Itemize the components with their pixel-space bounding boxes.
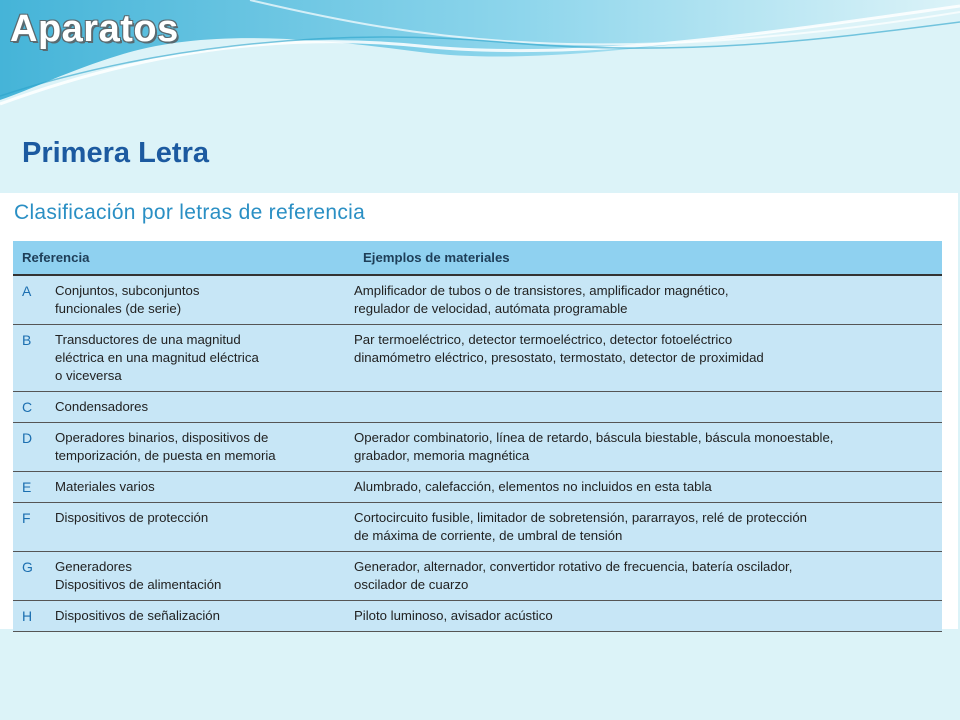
row-examples: Generador, alternador, convertidor rotativo de frecuencia, batería oscilador, oscilador de cuarzo [354, 552, 942, 601]
row-description: Dispositivos de señalización [55, 601, 354, 632]
row-examples: Cortocircuito fusible, limitador de sobretensión, pararrayos, relé de protección de máxima de corriente, de umbral de tensión [354, 503, 942, 552]
header-referencia: Referencia [13, 241, 354, 275]
table-row [13, 472, 942, 503]
table-row [13, 423, 942, 472]
header-ejemplos: Ejemplos de materiales [354, 241, 942, 275]
row-letter: A [13, 275, 55, 325]
row-examples: Amplificador de tubos o de transistores, amplificador magnético, regulador de velocidad, autómata programable [354, 275, 942, 325]
row-examples: Par termoeléctrico, detector termoeléctrico, detector fotoeléctrico dinamómetro eléctrico, presostato, termostato, detector de proximidad [354, 325, 942, 392]
table-row [13, 392, 942, 423]
row-examples: Piloto luminoso, avisador acústico [354, 601, 942, 632]
row-description: Conjuntos, subconjuntos funcionales (de serie) [55, 275, 354, 325]
row-description: Transductores de una magnitud eléctrica en una magnitud eléctrica o viceversa [55, 325, 354, 392]
row-letter: D [13, 423, 55, 472]
table-row [13, 552, 942, 601]
row-letter: H [13, 601, 55, 632]
row-letter: G [13, 552, 55, 601]
slide-subtitle: Primera Letra [22, 137, 209, 169]
row-description: Dispositivos de protección [55, 503, 354, 552]
row-letter: E [13, 472, 55, 503]
table-row [13, 325, 942, 392]
table-header-row [13, 241, 942, 275]
row-description: Operadores binarios, dispositivos de temporización, de puesta en memoria [55, 423, 354, 472]
reference-table-figure [0, 193, 958, 629]
table-row [13, 503, 942, 552]
figure-caption: Clasificación por letras de referencia [14, 201, 366, 224]
reference-letter-table [13, 241, 942, 632]
table-row [13, 275, 942, 325]
row-examples: Alumbrado, calefacción, elementos no incluidos en esta tabla [354, 472, 942, 503]
row-letter: B [13, 325, 55, 392]
row-examples: Operador combinatorio, línea de retardo, báscula biestable, báscula monoestable, grabador, memoria magnética [354, 423, 942, 472]
row-description: Materiales varios [55, 472, 354, 503]
row-letter: C [13, 392, 55, 423]
row-description: Condensadores [55, 392, 354, 423]
row-letter: F [13, 503, 55, 552]
row-examples [354, 392, 942, 423]
row-description: Generadores Dispositivos de alimentación [55, 552, 354, 601]
table-row [13, 601, 942, 632]
slide-title: Aparatos [10, 8, 179, 50]
